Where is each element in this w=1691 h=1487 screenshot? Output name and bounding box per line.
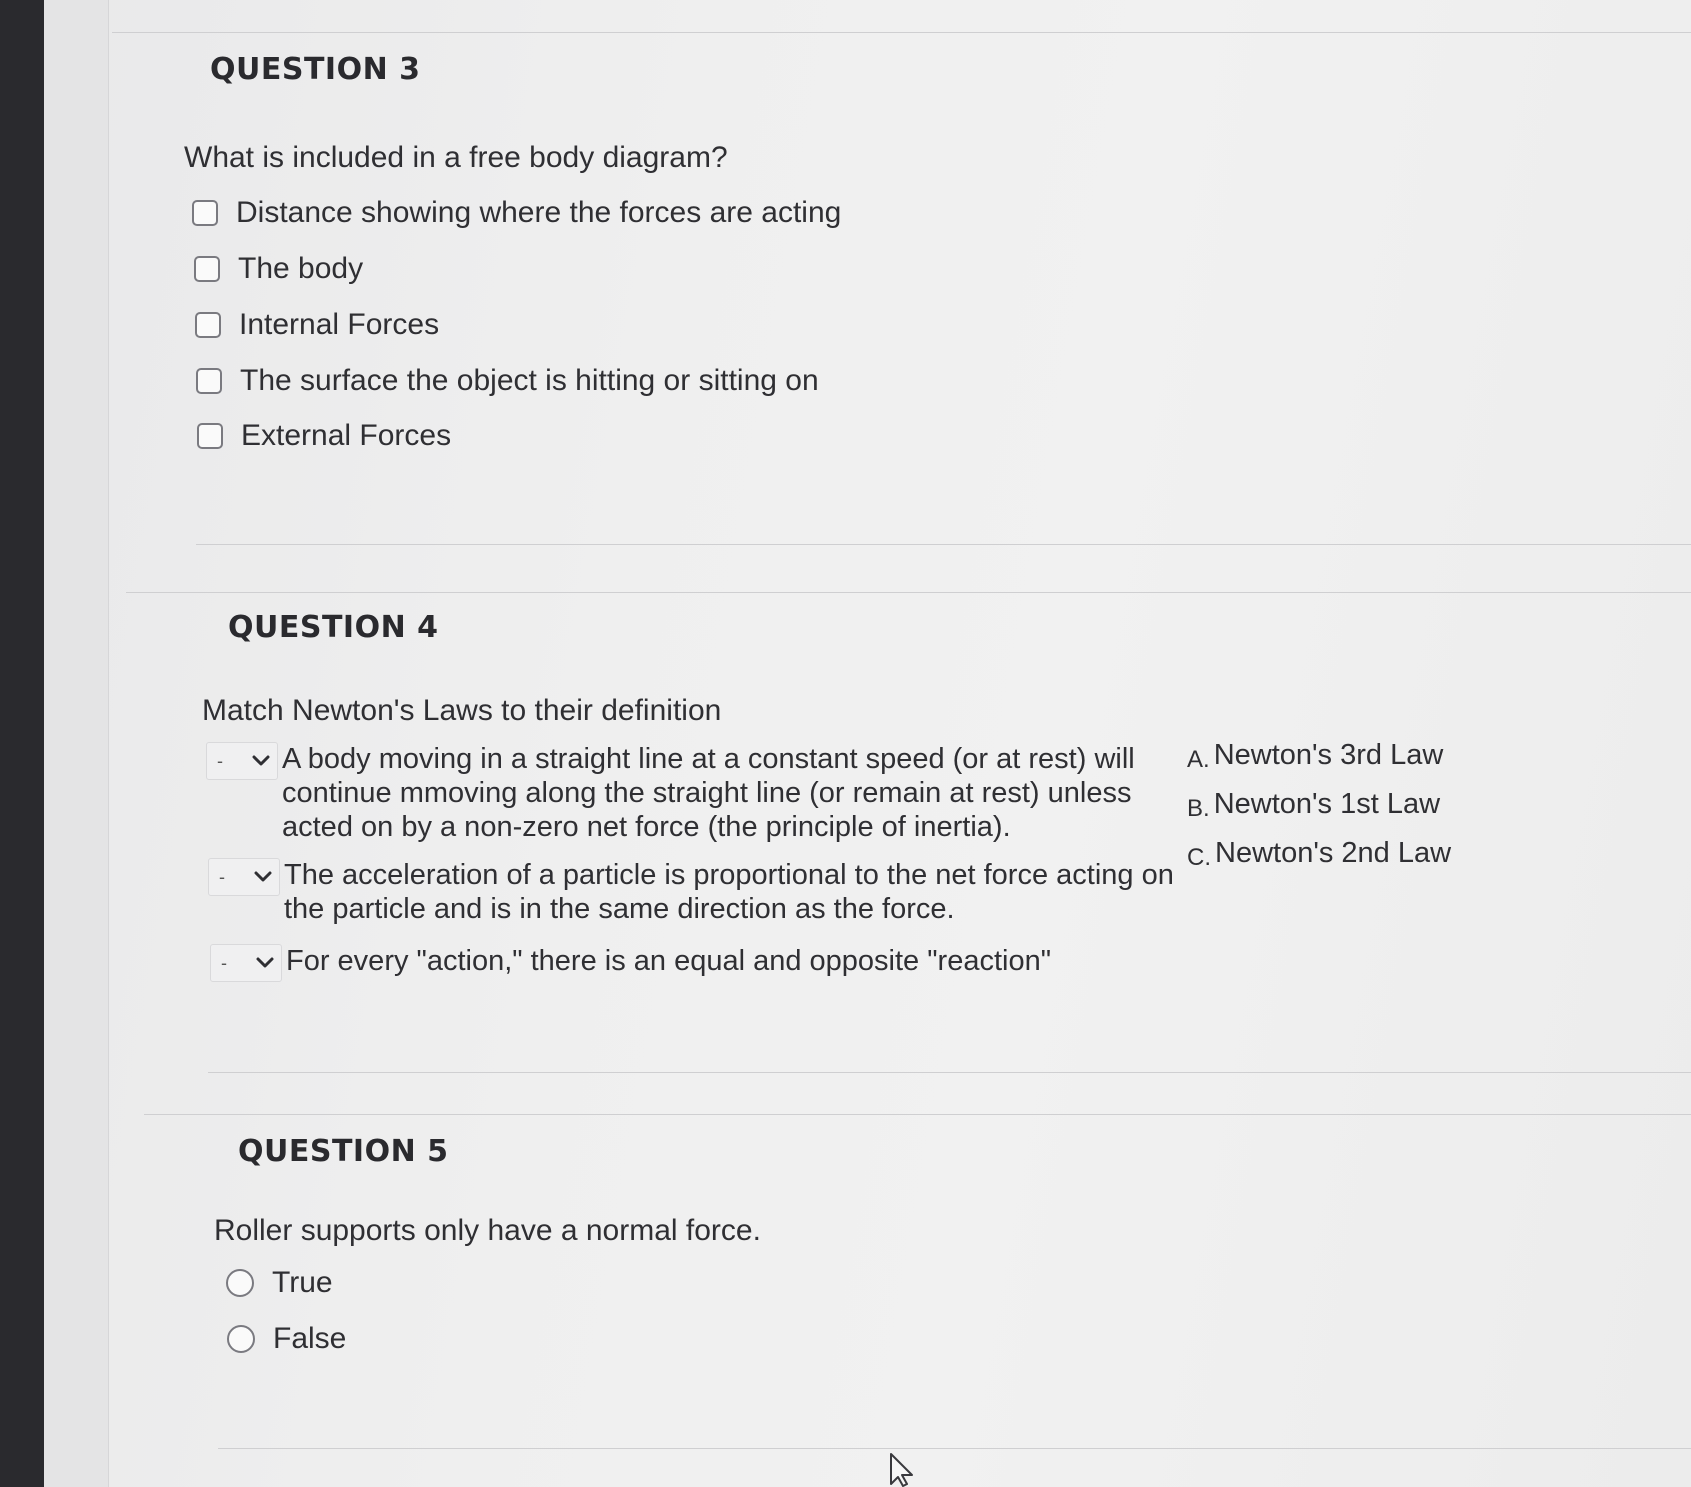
dropdown-value: - — [217, 750, 223, 771]
option-label: The surface the object is hitting or sitting on — [240, 364, 819, 397]
option-label: The body — [238, 252, 364, 285]
answer-letter: A. — [1187, 746, 1210, 773]
law-definition: The acceleration of a particle is proportional to the net force acting on the particle and is in the same direction as the force. — [284, 859, 1174, 925]
matching-item — [210, 944, 1215, 982]
checkbox[interactable] — [197, 423, 223, 449]
answer-text: Newton's 1st Law — [1213, 788, 1441, 820]
question-5-option[interactable] — [227, 1322, 346, 1356]
dropdown-value: - — [221, 952, 227, 973]
chevron-down-icon — [255, 956, 275, 970]
answer-choice — [1187, 739, 1443, 772]
divider — [126, 592, 1691, 593]
checkbox[interactable] — [195, 312, 221, 338]
checkbox[interactable] — [192, 200, 218, 226]
answer-dropdown[interactable] — [208, 858, 280, 896]
question-5-prompt: Roller supports only have a normal force. — [214, 1214, 761, 1247]
answer-choice — [1187, 788, 1440, 821]
answer-text: Newton's 2nd Law — [1215, 837, 1452, 869]
matching-item — [208, 858, 1213, 926]
answer-letter: C. — [1187, 844, 1211, 871]
option-label: Distance showing where the forces are acting — [236, 196, 842, 229]
divider — [196, 544, 1691, 545]
answer-choice — [1187, 837, 1451, 870]
question-5-heading: QUESTION 5 — [238, 1134, 449, 1169]
divider — [218, 1448, 1691, 1449]
chevron-down-icon — [251, 754, 271, 768]
matching-item — [206, 742, 1211, 844]
question-3-option[interactable] — [192, 196, 841, 230]
chevron-down-icon — [253, 870, 273, 884]
question-3-heading: QUESTION 3 — [210, 52, 421, 87]
answer-dropdown[interactable] — [206, 742, 278, 780]
mouse-pointer-icon — [889, 1452, 919, 1487]
checkbox[interactable] — [194, 256, 220, 282]
divider — [208, 1072, 1691, 1073]
answer-letter: B. — [1187, 795, 1210, 822]
divider — [112, 32, 1691, 33]
option-label: False — [273, 1322, 347, 1355]
checkbox[interactable] — [196, 368, 222, 394]
radio-button[interactable] — [226, 1269, 254, 1297]
question-3-prompt: What is included in a free body diagram? — [184, 141, 728, 174]
radio-button[interactable] — [227, 1325, 255, 1353]
option-label: External Forces — [241, 419, 452, 452]
option-label: Internal Forces — [239, 308, 440, 341]
question-3-option[interactable] — [195, 308, 439, 342]
question-4-heading: QUESTION 4 — [228, 610, 439, 645]
question-4-prompt: Match Newton's Laws to their definition — [202, 694, 722, 727]
question-5-option[interactable] — [226, 1266, 333, 1300]
left-margin — [44, 0, 109, 1487]
law-definition: For every "action," there is an equal and opposite "reaction" — [286, 945, 1052, 977]
question-3-option[interactable] — [196, 364, 819, 398]
law-definition: A body moving in a straight line at a constant speed (or at rest) will continue mmoving along the straight line (or remain at rest) unless acted on by a non-zero net force (the principle of inertia). — [282, 743, 1135, 843]
answer-dropdown[interactable] — [210, 944, 282, 982]
quiz-page — [44, 0, 1691, 1487]
option-label: True — [272, 1266, 333, 1299]
divider — [144, 1114, 1691, 1115]
answer-text: Newton's 3rd Law — [1213, 739, 1444, 771]
question-3-option[interactable] — [197, 419, 451, 453]
dropdown-value: - — [219, 866, 225, 887]
question-3-option[interactable] — [194, 252, 363, 286]
